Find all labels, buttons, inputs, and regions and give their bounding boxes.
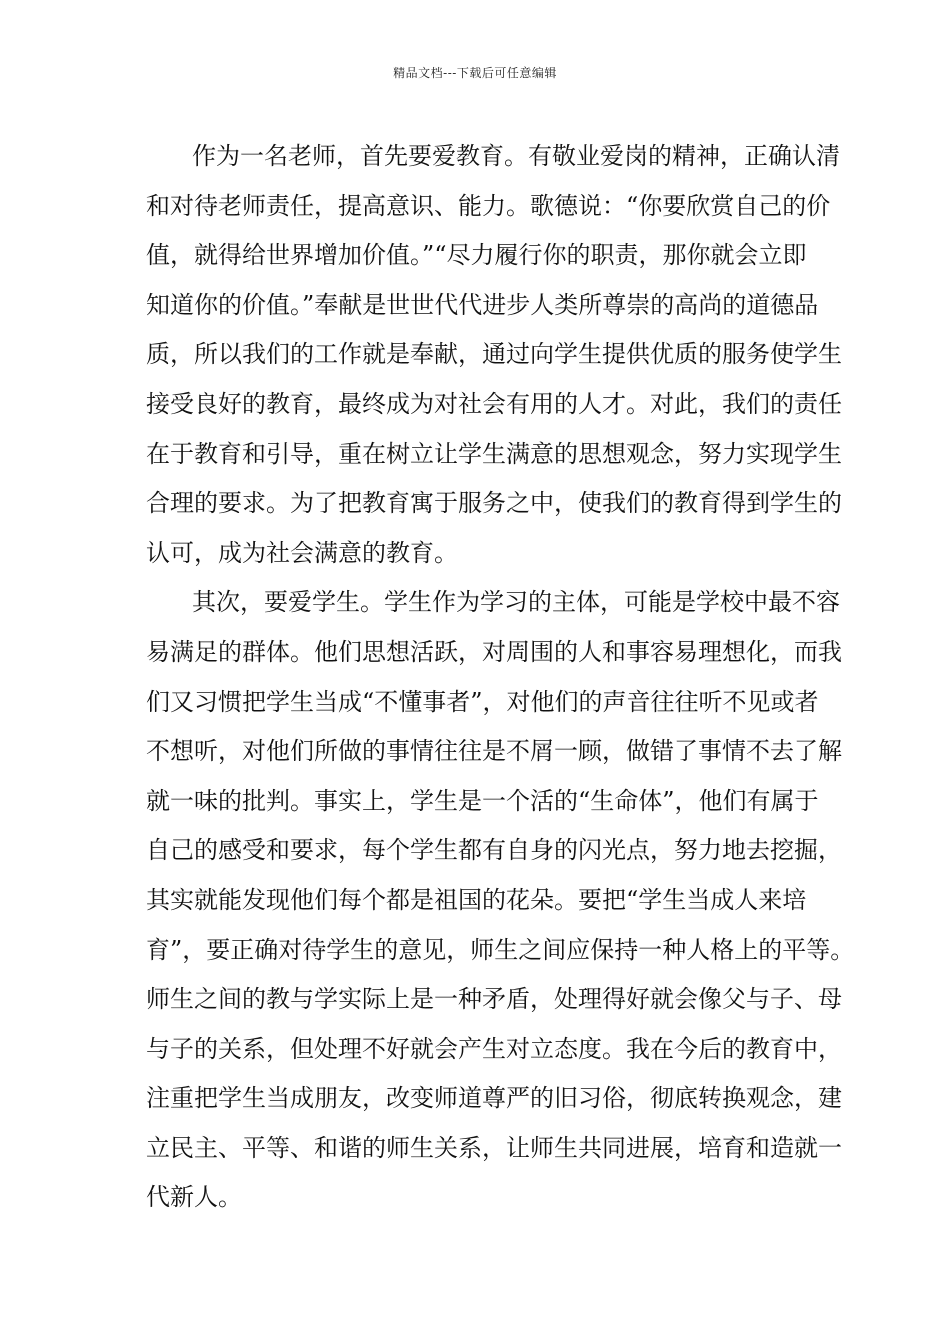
paragraph-first-line: 作为一名老师，首先要爱教育。有敬业爱岗的精神，正确认清: [192, 142, 840, 170]
text-line: 易满足的群体。他们思想活跃，对周围的人和事容易理想化，而我: [146, 637, 842, 666]
text-line: 育”，要正确对待学生的意见，师生之间应保持一种人格上的平等。: [146, 935, 855, 964]
text-line: 质，所以我们的工作就是奉献，通过向学生提供优质的服务使学生: [146, 340, 842, 369]
text-line: 立民主、平等、和谐的师生关系，让师生共同进展，培育和造就一: [146, 1133, 842, 1162]
text-line: 合理的要求。为了把教育寓于服务之中，使我们的教育得到学生的: [146, 489, 842, 518]
text-line: 在于教育和引导，重在树立让学生满意的思想观念，努力实现学生: [146, 439, 842, 468]
text-line: 师生之间的教与学实际上是一种矛盾，处理得好就会像父与子、母: [146, 985, 842, 1014]
paragraph-first-line: 其次，要爱学生。学生作为学习的主体，可能是学校中最不容: [192, 588, 840, 617]
text-line: 接受良好的教育，最终成为对社会有用的人才。对此，我们的责任: [146, 389, 842, 418]
text-line: 值，就得给世界增加价值。”“尽力履行你的职责，那你就会立即: [146, 241, 807, 270]
text-line: 知道你的价值。”奉献是世世代代进步人类所尊崇的高尚的道德品: [146, 290, 819, 319]
text-line: 们又习惯把学生当成“不懂事者”，对他们的声音往往听不见或者: [146, 687, 819, 716]
text-line: 自己的感受和要求，每个学生都有自身的闪光点，努力地去挖掘，: [146, 836, 842, 865]
text-line: 代新人。: [146, 1183, 242, 1212]
text-line: 注重把学生当成朋友，改变师道尊严的旧习俗，彻底转换观念，建: [146, 1084, 842, 1113]
text-line: 不想听，对他们所做的事情往往是不屑一顾，做错了事情不去了解: [146, 737, 842, 766]
document-body: [146, 132, 855, 1223]
text-line: 就一味的批判。事实上，学生是一个活的“生命体”，他们有属于: [146, 786, 819, 815]
text-line: 其实就能发现他们每个都是祖国的花朵。要把“学生当成人来培: [146, 885, 807, 914]
text-line: 与子的关系，但处理不好就会产生对立态度。我在今后的教育中，: [146, 1034, 842, 1063]
page-header: 精品文档---下载后可任意编辑: [393, 66, 557, 80]
text-line: 和对待老师责任，提高意识、能力。歌德说：“你要欣赏自己的价: [146, 191, 831, 220]
text-line: 认可，成为社会满意的教育。: [146, 538, 458, 567]
